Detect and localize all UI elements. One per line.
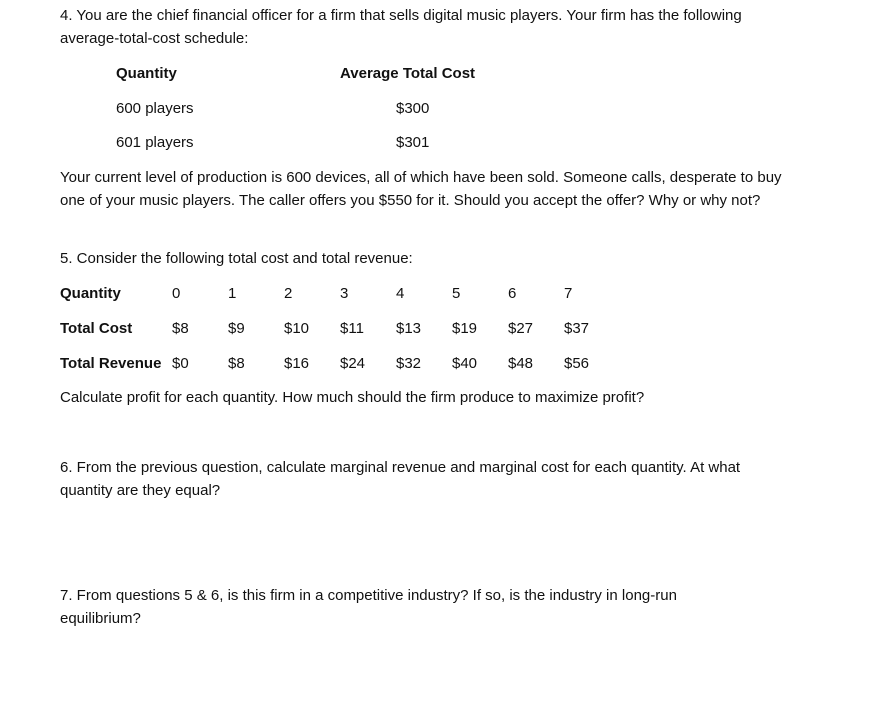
atc-row-1-cost: $300 xyxy=(396,100,430,117)
total-revenue-cell: $8 xyxy=(228,355,245,372)
total-revenue-cell: $16 xyxy=(284,355,310,372)
atc-row-1-quantity: 600 players xyxy=(116,100,194,117)
table-label-total-cost: Total Cost xyxy=(60,320,133,337)
question-4-text: 4. You are the chief financial officer for a firm that sells digital music players. Your firm has the following average-total-cost schedule: xyxy=(60,7,742,47)
total-cost-cell: $27 xyxy=(508,320,534,337)
total-cost-cell: $9 xyxy=(228,320,245,337)
question-5-question: Calculate profit for each quantity. How much should the firm produce to maximize profit? xyxy=(60,389,645,406)
total-cost-cell: $10 xyxy=(284,320,310,337)
total-cost-cell: $19 xyxy=(452,320,478,337)
total-revenue-cell: $32 xyxy=(396,355,422,372)
atc-row-2-cost: $301 xyxy=(396,134,430,151)
total-revenue-cell: $48 xyxy=(508,355,534,372)
atc-header-quantity: Quantity xyxy=(116,65,177,82)
quantity-cell: 7 xyxy=(564,285,573,302)
atc-row-2-quantity: 601 players xyxy=(116,134,194,151)
table-label-total-revenue: Total Revenue xyxy=(60,355,162,372)
quantity-cell: 1 xyxy=(228,285,237,302)
total-revenue-cell: $40 xyxy=(452,355,478,372)
question-6-text: 6. From the previous question, calculate marginal revenue and marginal cost for each quantity. At what quantity are they equal? xyxy=(60,459,741,499)
total-revenue-cell: $24 xyxy=(340,355,366,372)
total-revenue-cell: $56 xyxy=(564,355,590,372)
quantity-cell: 2 xyxy=(284,285,293,302)
total-revenue-cell: $0 xyxy=(172,355,189,372)
atc-header-average-total-cost: Average Total Cost xyxy=(340,65,476,82)
question-4-followup: Your current level of production is 600 devices, all of which have been sold. Someone calls, desperate to buy one of your music players. The caller offers you $550 for it. Should you accept the offer? Why or why not? xyxy=(60,169,782,209)
quantity-cell: 5 xyxy=(452,285,461,302)
question-5-intro: 5. Consider the following total cost and total revenue: xyxy=(60,250,413,267)
total-cost-cell: $37 xyxy=(564,320,590,337)
total-cost-cell: $8 xyxy=(172,320,189,337)
quantity-cell: 3 xyxy=(340,285,349,302)
question-7-text: 7. From questions 5 & 6, is this firm in a competitive industry? If so, is the industry in long-run equilibrium? xyxy=(60,587,677,627)
total-cost-cell: $13 xyxy=(396,320,422,337)
table-label-quantity: Quantity xyxy=(60,285,121,302)
quantity-cell: 6 xyxy=(508,285,517,302)
quantity-cell: 4 xyxy=(396,285,405,302)
quantity-cell: 0 xyxy=(172,285,181,302)
total-cost-cell: $11 xyxy=(340,320,364,337)
